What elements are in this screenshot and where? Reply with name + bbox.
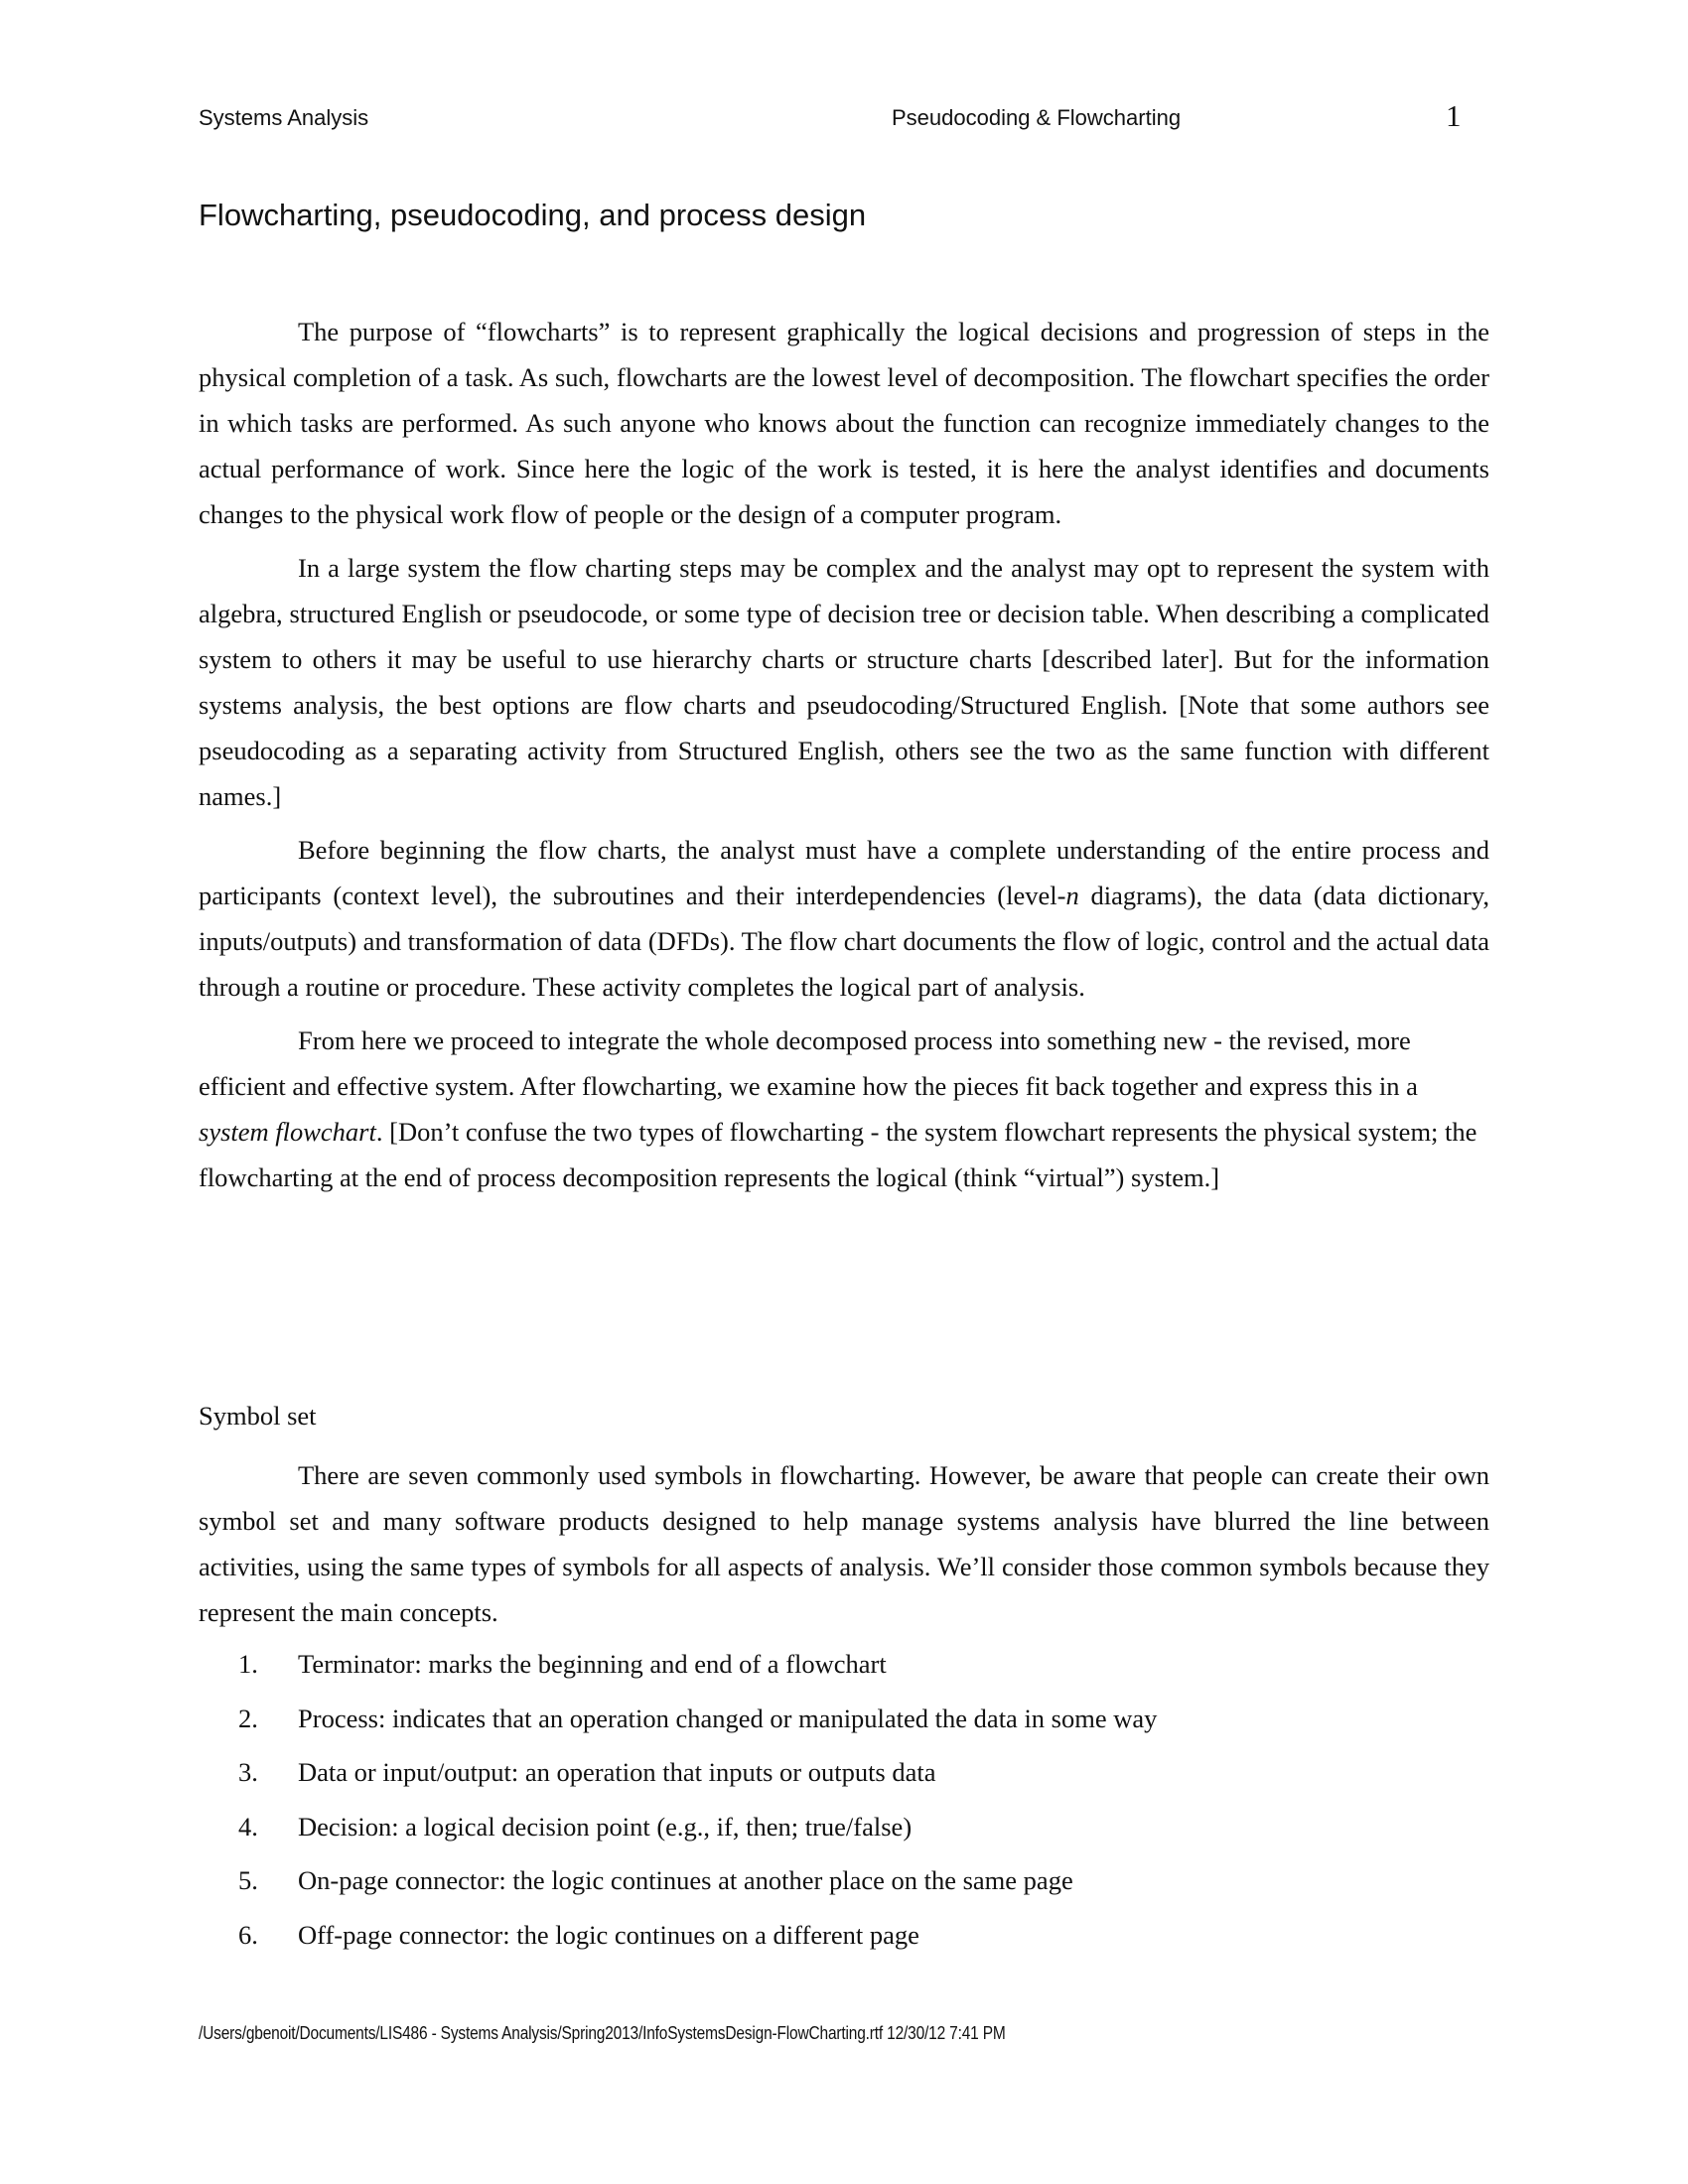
list-item (199, 1912, 1489, 1967)
paragraph-text: From here we proceed to integrate the whole decomposed process into something new - the revised, more efficient and effective system. After flowcharting, we examine how the pieces fit back together and express this in a (199, 1025, 1418, 1101)
paragraph-text: . [Don’t confuse the two types of flowcharting - the system flowchart represents the physical system; the flowcharting at the end of process decomposition represents the logical (think “virtual”) system.] (199, 1117, 1477, 1192)
list-text: Terminator: marks the beginning and end of a flowchart (298, 1649, 887, 1679)
paragraph-text: diagrams), the data (data dictionary, inputs/outputs) and transformation of data (DFDs). The flow chart documents the flow of logic, control and the actual data through a routine or procedure. These activity completes the logical part of analysis. (199, 881, 1489, 1002)
list-item (199, 1696, 1489, 1750)
paragraph-purpose: The purpose of “flowcharts” is to represent graphically the logical decisions and progression of steps in the physical completion of a task. As such, flowcharts are the lowest level of decomposition. The flowchart specifies the order in which tasks are performed. As such anyone who knows about the function can recognize immediately changes to the actual performance of work. Since here the logic of the work is tested, it is here the analyst identifies and documents changes to the physical work flow of people or the design of a computer program. (199, 317, 1489, 529)
list-number: 6. (238, 1919, 258, 1950)
page-number: 1 (1446, 98, 1462, 133)
document-title: Flowcharting, pseudocoding, and process design (199, 198, 867, 232)
list-number: 4. (238, 1811, 258, 1842)
list-text: Process: indicates that an operation changed or manipulated the data in some way (298, 1703, 1158, 1733)
list-number: 2. (238, 1703, 258, 1733)
list-number: 3. (238, 1757, 258, 1787)
intro-section (199, 309, 1489, 1208)
list-item (199, 1641, 1489, 1696)
paragraph-before-beginning (199, 827, 1489, 1010)
paragraph-symbol-intro: There are seven commonly used symbols in flowcharting. However, be aware that people can create their own symbol set and many software products designed to help manage systems analysis have blurred the line between activities, using the same types of symbols for all aspects of analysis. We’ll consider those common symbols because they represent the main concepts. (199, 1460, 1489, 1627)
paragraph-from-here (199, 1018, 1489, 1200)
list-number: 1. (238, 1649, 258, 1679)
paragraph-text: Before beginning the flow charts, the analyst must have a complete understanding of the entire process and participants (context level), the subroutines and their interdependencies (level- (199, 835, 1489, 910)
italic-term: system flowchart (199, 1117, 376, 1147)
list-item (199, 1804, 1489, 1858)
symbol-set-section (199, 1452, 1489, 1643)
list-number: 5. (238, 1865, 258, 1895)
running-header-center: Pseudocoding & Flowcharting (892, 105, 1182, 130)
symbol-list (199, 1641, 1489, 1966)
list-text: On-page connector: the logic continues at another place on the same page (298, 1865, 1073, 1895)
list-item (199, 1857, 1489, 1912)
list-text: Off-page connector: the logic continues on a different page (298, 1919, 919, 1950)
list-text: Data or input/output: an operation that inputs or outputs data (298, 1757, 936, 1787)
section-heading-symbol-set: Symbol set (199, 1401, 317, 1431)
file-path-footer: /Users/gbenoit/Documents/LIS486 - Systems Analysis/Spring2013/InfoSystemsDesign-FlowCharting.rtf 12/30/12 7:41 PM (199, 2023, 1006, 2043)
running-header-left: Systems Analysis (199, 105, 369, 130)
italic-term: n (1065, 881, 1079, 910)
list-item (199, 1749, 1489, 1804)
paragraph-large-system: In a large system the flow charting steps may be complex and the analyst may opt to represent the system with algebra, structured English or pseudocode, or some type of decision tree or decision table. When describing a complicated system to others it may be useful to use hierarchy charts or structure charts [described later]. But for the information systems analysis, the best options are flow charts and pseudocoding/Structured English. [Note that some authors see pseudocoding as a separating activity from Structured English, others see the two as the same function with different names.] (199, 553, 1489, 811)
list-text: Decision: a logical decision point (e.g., if, then; true/false) (298, 1811, 913, 1842)
